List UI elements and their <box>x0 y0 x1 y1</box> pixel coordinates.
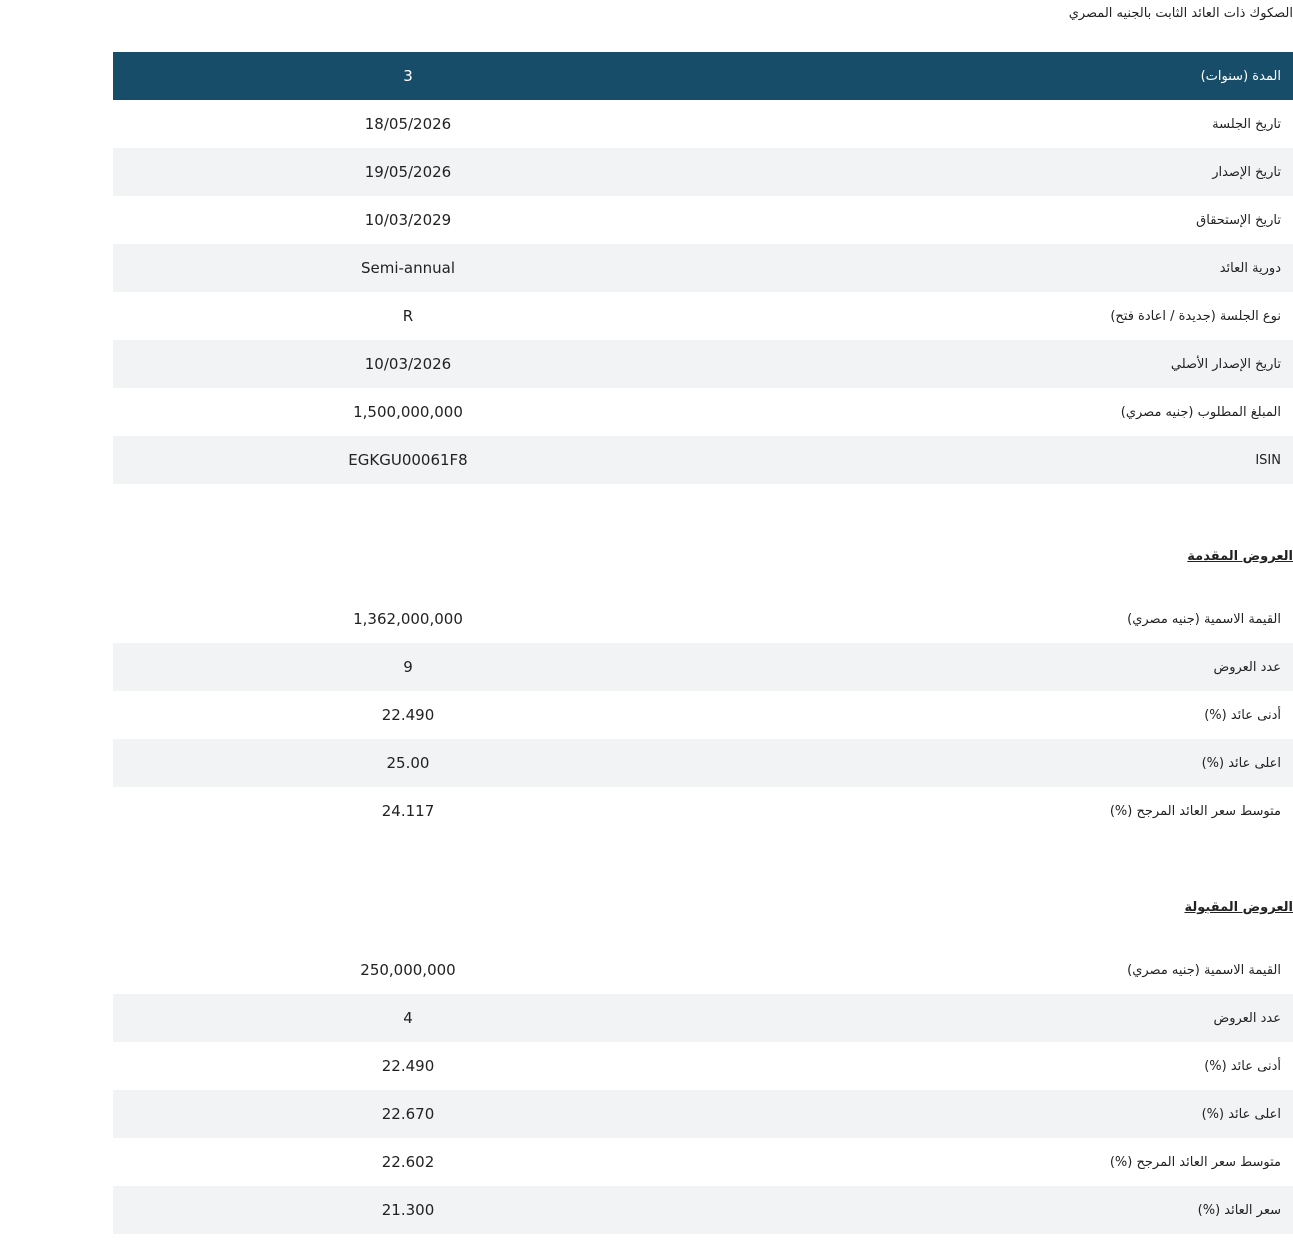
row-value: 25.00 <box>113 739 703 787</box>
row-value: 9 <box>113 643 703 691</box>
table-row <box>113 946 1293 994</box>
row-value: EGKGU00061F8 <box>113 436 703 484</box>
row-label: أدنى عائد (%) <box>1204 1058 1281 1074</box>
row-label: سعر العائد (%) <box>703 1186 1293 1234</box>
row-label: القيمة الاسمية (جنيه مصري) <box>1127 962 1281 978</box>
row-label: متوسط سعر العائد المرجح (%) <box>1109 803 1281 819</box>
table-row <box>113 994 1293 1042</box>
row-value: 19/05/2026 <box>113 148 703 196</box>
table-row <box>113 340 1293 388</box>
row-value: 22.490 <box>381 1057 435 1075</box>
table-row <box>113 739 1293 787</box>
row-value: 22.490 <box>381 706 435 724</box>
page-title: الصكوك ذات العائد الثابت بالجنيه المصري <box>1068 6 1293 21</box>
row-label: اعلى عائد (%) <box>703 1090 1293 1138</box>
table-row <box>113 1186 1293 1234</box>
row-label: دورية العائد <box>703 244 1293 292</box>
row-value: 10/03/2029 <box>364 211 452 229</box>
row-value: Semi-annual <box>113 244 703 292</box>
section-title-offers-submitted: العروض المقدمة <box>1187 549 1293 564</box>
row-label: عدد العروض <box>703 643 1293 691</box>
table-row <box>113 148 1293 196</box>
row-value: 250,000,000 <box>360 961 456 979</box>
table-row <box>113 691 1293 739</box>
row-value: 4 <box>113 994 703 1042</box>
row-value: 10/03/2026 <box>113 340 703 388</box>
row-label: اعلى عائد (%) <box>703 739 1293 787</box>
row-label: المبلغ المطلوب (جنيه مصري) <box>1120 404 1281 420</box>
row-value: 22.602 <box>381 1153 435 1171</box>
row-value: 21.300 <box>113 1186 703 1234</box>
row-label: نوع الجلسة (جديدة / اعادة فتح) <box>1110 308 1281 324</box>
table-header-row <box>113 52 1293 100</box>
table-row <box>113 787 1293 835</box>
row-label: تاريخ الإصدار الأصلي <box>703 340 1293 388</box>
bond-details-table <box>113 52 1293 484</box>
table-row <box>113 436 1293 484</box>
table-row <box>113 100 1293 148</box>
row-label: القيمة الاسمية (جنيه مصري) <box>1127 611 1281 627</box>
offers-submitted-table <box>113 595 1293 835</box>
row-value: 22.670 <box>113 1090 703 1138</box>
row-label: تاريخ الإصدار <box>703 148 1293 196</box>
row-value: 1,362,000,000 <box>353 610 463 628</box>
table-row <box>113 1042 1293 1090</box>
table-row <box>113 196 1293 244</box>
table-row <box>113 1138 1293 1186</box>
duration-label: المدة (سنوات) <box>703 52 1293 100</box>
offers-accepted-table <box>113 946 1293 1234</box>
table-row <box>113 643 1293 691</box>
row-value: 24.117 <box>381 802 435 820</box>
row-value: 18/05/2026 <box>364 115 452 133</box>
row-label: عدد العروض <box>703 994 1293 1042</box>
table-row <box>113 244 1293 292</box>
duration-value: 3 <box>113 52 703 100</box>
section-title-offers-accepted: العروض المقبولة <box>1184 900 1293 915</box>
table-row <box>113 292 1293 340</box>
row-value: 1,500,000,000 <box>353 403 463 421</box>
row-label: متوسط سعر العائد المرجح (%) <box>1109 1154 1281 1170</box>
table-row <box>113 595 1293 643</box>
row-label: ISIN <box>703 436 1293 484</box>
table-row <box>113 1090 1293 1138</box>
row-label: تاريخ الإستحقاق <box>1196 212 1281 228</box>
row-value: R <box>402 307 414 325</box>
table-row <box>113 388 1293 436</box>
row-label: أدنى عائد (%) <box>1204 707 1281 723</box>
row-label: تاريخ الجلسة <box>1212 116 1281 132</box>
